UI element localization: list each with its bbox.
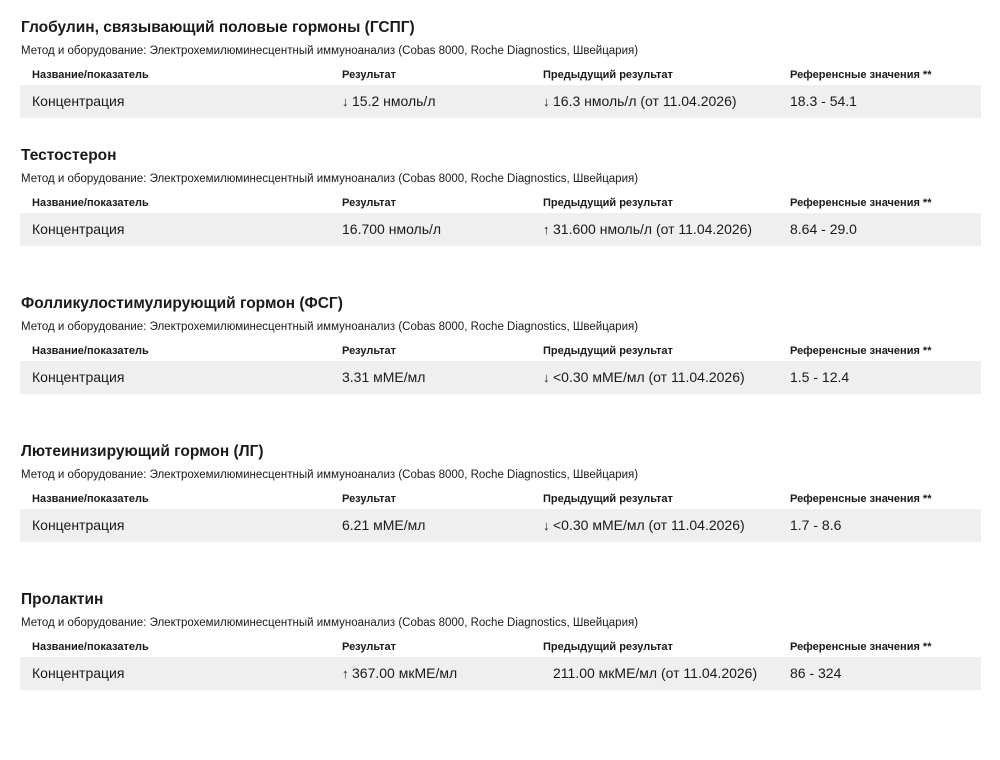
column-headers (20, 492, 981, 506)
row-previous (543, 85, 737, 118)
section-shbg (20, 18, 981, 118)
table-row (20, 213, 981, 246)
table-row (20, 85, 981, 118)
result-value: 16.700 нмоль/л (342, 221, 442, 237)
row-name: Концентрация (32, 665, 125, 681)
result-value: 6.21 мМЕ/мл (342, 517, 426, 533)
row-result (342, 509, 425, 542)
header-reference: Референсные значения ** (790, 345, 932, 357)
header-reference: Референсные значения ** (790, 69, 932, 81)
previous-value: <0.30 мМЕ/мл (от 11.04.2026) (553, 517, 745, 533)
header-name: Название/показатель (32, 493, 149, 505)
row-reference: 1.5 - 12.4 (790, 369, 850, 385)
section-lh (20, 442, 981, 542)
header-previous: Предыдущий результат (543, 345, 673, 357)
header-name: Название/показатель (32, 345, 149, 357)
header-reference: Референсные значения ** (790, 641, 932, 653)
header-result: Результат (342, 641, 397, 653)
header-reference: Референсные значения ** (790, 493, 932, 505)
row-previous (543, 361, 745, 394)
header-result: Результат (342, 493, 397, 505)
row-result (342, 213, 441, 246)
section-title: Тестостерон (21, 147, 117, 164)
row-reference: 18.3 - 54.1 (790, 93, 857, 109)
arrow-down-icon: ↓ (543, 370, 550, 385)
row-name: Концентрация (32, 369, 125, 385)
previous-value: 211.00 мкМЕ/мл (от 11.04.2026) (553, 665, 758, 681)
row-result (342, 657, 457, 690)
row-previous (543, 213, 752, 246)
row-previous (543, 657, 757, 690)
arrow-down-icon: ↓ (543, 94, 550, 109)
header-previous: Предыдущий результат (543, 493, 673, 505)
header-result: Результат (342, 197, 397, 209)
section-prolactin (20, 590, 981, 690)
column-headers (20, 68, 981, 82)
row-result (342, 85, 436, 118)
method-text: Метод и оборудование: Электрохемилюминесцентный иммуноанализ (Cobas 8000, Roche Diagnostics, Швейцария) (21, 321, 639, 333)
column-headers (20, 640, 981, 654)
method-text: Метод и оборудование: Электрохемилюминесцентный иммуноанализ (Cobas 8000, Roche Diagnostics, Швейцария) (21, 469, 639, 481)
row-reference: 86 - 324 (790, 665, 842, 681)
previous-value: 31.600 нмоль/л (от 11.04.2026) (553, 221, 753, 237)
header-result: Результат (342, 345, 397, 357)
header-name: Название/показатель (32, 69, 149, 81)
arrow-up-icon: ↑ (543, 222, 550, 237)
column-headers (20, 344, 981, 358)
row-reference: 1.7 - 8.6 (790, 517, 842, 533)
row-reference: 8.64 - 29.0 (790, 221, 857, 237)
lab-report (20, 18, 981, 690)
result-value: 15.2 нмоль/л (352, 93, 436, 109)
method-text: Метод и оборудование: Электрохемилюминесцентный иммуноанализ (Cobas 8000, Roche Diagnostics, Швейцария) (21, 45, 639, 57)
header-name: Название/показатель (32, 197, 149, 209)
table-row (20, 657, 981, 690)
section-title: Лютеинизирующий гормон (ЛГ) (21, 443, 264, 460)
arrow-down-icon: ↓ (342, 94, 349, 109)
arrow-down-icon: ↓ (543, 518, 550, 533)
section-testosterone (20, 146, 981, 246)
section-title: Пролактин (21, 591, 104, 608)
previous-value: <0.30 мМЕ/мл (от 11.04.2026) (553, 369, 745, 385)
row-name: Концентрация (32, 93, 125, 109)
method-text: Метод и оборудование: Электрохемилюминесцентный иммуноанализ (Cobas 8000, Roche Diagnostics, Швейцария) (21, 173, 639, 185)
table-row (20, 361, 981, 394)
header-previous: Предыдущий результат (543, 641, 673, 653)
previous-value: 16.3 нмоль/л (от 11.04.2026) (553, 93, 737, 109)
section-title: Глобулин, связывающий половые гормоны (ГСПГ) (21, 19, 415, 36)
result-value: 367.00 мкМЕ/мл (352, 665, 458, 681)
header-previous: Предыдущий результат (543, 197, 673, 209)
header-name: Название/показатель (32, 641, 149, 653)
arrow-up-icon: ↑ (342, 666, 349, 681)
result-value: 3.31 мМЕ/мл (342, 369, 426, 385)
column-headers (20, 196, 981, 210)
header-reference: Референсные значения ** (790, 197, 932, 209)
method-text: Метод и оборудование: Электрохемилюминесцентный иммуноанализ (Cobas 8000, Roche Diagnostics, Швейцария) (21, 617, 639, 629)
section-title: Фолликулостимулирующий гормон (ФСГ) (21, 295, 343, 312)
row-name: Концентрация (32, 221, 125, 237)
section-fsh (20, 294, 981, 394)
header-result: Результат (342, 69, 397, 81)
row-previous (543, 509, 745, 542)
row-result (342, 361, 425, 394)
row-name: Концентрация (32, 517, 125, 533)
table-row (20, 509, 981, 542)
header-previous: Предыдущий результат (543, 69, 673, 81)
